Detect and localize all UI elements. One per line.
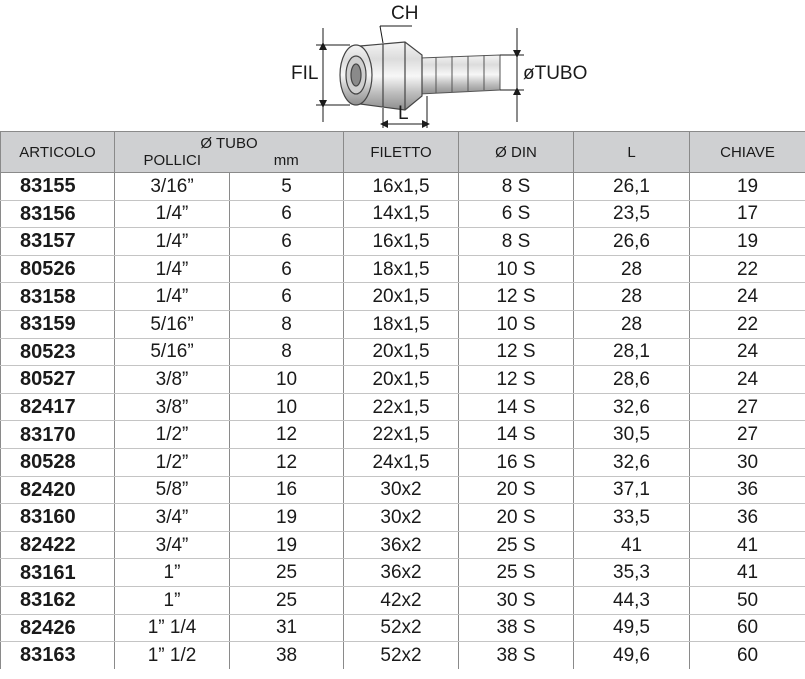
cell-pollici: 5/8” bbox=[115, 476, 230, 504]
cell-din: 12 S bbox=[459, 366, 574, 394]
cell-chiave: 24 bbox=[690, 283, 805, 311]
cell-l: 41 bbox=[574, 531, 690, 559]
dimension-label-tubo: øTUBO bbox=[523, 63, 588, 84]
table-row bbox=[1, 200, 805, 228]
header-filetto: FILETTO bbox=[344, 132, 459, 173]
table-row bbox=[1, 283, 805, 311]
cell-l: 28 bbox=[574, 283, 690, 311]
cell-chiave: 41 bbox=[690, 531, 805, 559]
cell-mm: 8 bbox=[230, 310, 344, 338]
table-row bbox=[1, 476, 805, 504]
cell-pollici: 1” bbox=[115, 586, 230, 614]
table-row bbox=[1, 228, 805, 256]
cell-din: 20 S bbox=[459, 476, 574, 504]
dimension-label-l: L bbox=[398, 103, 409, 124]
cell-l: 28,6 bbox=[574, 366, 690, 394]
cell-l: 23,5 bbox=[574, 200, 690, 228]
cell-l: 35,3 bbox=[574, 559, 690, 587]
cell-pollici: 5/16” bbox=[115, 338, 230, 366]
cell-din: 12 S bbox=[459, 338, 574, 366]
cell-pollici: 1/4” bbox=[115, 283, 230, 311]
header-pollici: POLLICI bbox=[115, 152, 230, 173]
table-row bbox=[1, 642, 805, 669]
cell-articolo: 83162 bbox=[1, 586, 115, 614]
cell-chiave: 50 bbox=[690, 586, 805, 614]
cell-filetto: 20x1,5 bbox=[344, 366, 459, 394]
cell-mm: 25 bbox=[230, 559, 344, 587]
cell-filetto: 22x1,5 bbox=[344, 393, 459, 421]
cell-pollici: 1” 1/4 bbox=[115, 614, 230, 642]
cell-chiave: 30 bbox=[690, 448, 805, 476]
cell-filetto: 16x1,5 bbox=[344, 228, 459, 256]
cell-filetto: 36x2 bbox=[344, 559, 459, 587]
cell-pollici: 1/4” bbox=[115, 255, 230, 283]
cell-din: 25 S bbox=[459, 531, 574, 559]
cell-din: 6 S bbox=[459, 200, 574, 228]
cell-chiave: 22 bbox=[690, 255, 805, 283]
cell-pollici: 1” bbox=[115, 559, 230, 587]
cell-l: 28 bbox=[574, 255, 690, 283]
cell-l: 28,1 bbox=[574, 338, 690, 366]
header-mm: mm bbox=[230, 152, 344, 173]
cell-filetto: 24x1,5 bbox=[344, 448, 459, 476]
cell-pollici: 3/8” bbox=[115, 393, 230, 421]
cell-din: 14 S bbox=[459, 393, 574, 421]
cell-articolo: 83156 bbox=[1, 200, 115, 228]
cell-mm: 10 bbox=[230, 366, 344, 394]
cell-chiave: 24 bbox=[690, 338, 805, 366]
cell-l: 33,5 bbox=[574, 504, 690, 532]
cell-l: 30,5 bbox=[574, 421, 690, 449]
table-row bbox=[1, 504, 805, 532]
cell-pollici: 1/2” bbox=[115, 421, 230, 449]
table-row bbox=[1, 421, 805, 449]
cell-chiave: 41 bbox=[690, 559, 805, 587]
cell-articolo: 82417 bbox=[1, 393, 115, 421]
cell-articolo: 82420 bbox=[1, 476, 115, 504]
cell-articolo: 83160 bbox=[1, 504, 115, 532]
cell-chiave: 19 bbox=[690, 173, 805, 201]
table-row bbox=[1, 255, 805, 283]
table-body bbox=[1, 173, 805, 669]
header-din: Ø DIN bbox=[459, 132, 574, 173]
cell-filetto: 18x1,5 bbox=[344, 255, 459, 283]
table-row bbox=[1, 531, 805, 559]
table-row bbox=[1, 448, 805, 476]
cell-filetto: 36x2 bbox=[344, 531, 459, 559]
cell-pollici: 3/16” bbox=[115, 173, 230, 201]
fitting-drawing bbox=[0, 0, 805, 132]
header-l: L bbox=[574, 132, 690, 173]
cell-l: 37,1 bbox=[574, 476, 690, 504]
cell-mm: 12 bbox=[230, 448, 344, 476]
cell-filetto: 18x1,5 bbox=[344, 310, 459, 338]
cell-chiave: 24 bbox=[690, 366, 805, 394]
cell-articolo: 80528 bbox=[1, 448, 115, 476]
cell-mm: 6 bbox=[230, 255, 344, 283]
cell-chiave: 22 bbox=[690, 310, 805, 338]
cell-din: 12 S bbox=[459, 283, 574, 311]
cell-filetto: 52x2 bbox=[344, 642, 459, 669]
cell-mm: 6 bbox=[230, 283, 344, 311]
cell-filetto: 42x2 bbox=[344, 586, 459, 614]
cell-filetto: 20x1,5 bbox=[344, 338, 459, 366]
table-row bbox=[1, 614, 805, 642]
cell-chiave: 27 bbox=[690, 421, 805, 449]
header-tubo: Ø TUBO bbox=[115, 132, 344, 153]
cell-din: 10 S bbox=[459, 310, 574, 338]
cell-articolo: 80523 bbox=[1, 338, 115, 366]
cell-filetto: 20x1,5 bbox=[344, 283, 459, 311]
cell-mm: 31 bbox=[230, 614, 344, 642]
cell-pollici: 1/2” bbox=[115, 448, 230, 476]
cell-l: 44,3 bbox=[574, 586, 690, 614]
cell-din: 10 S bbox=[459, 255, 574, 283]
cell-pollici: 1/4” bbox=[115, 228, 230, 256]
cell-mm: 19 bbox=[230, 531, 344, 559]
cell-din: 25 S bbox=[459, 559, 574, 587]
cell-mm: 10 bbox=[230, 393, 344, 421]
cell-articolo: 80527 bbox=[1, 366, 115, 394]
cell-chiave: 60 bbox=[690, 614, 805, 642]
cell-l: 49,6 bbox=[574, 642, 690, 669]
table-row bbox=[1, 338, 805, 366]
cell-din: 20 S bbox=[459, 504, 574, 532]
cell-filetto: 22x1,5 bbox=[344, 421, 459, 449]
cell-pollici: 5/16” bbox=[115, 310, 230, 338]
table-row bbox=[1, 393, 805, 421]
header-articolo: ARTICOLO bbox=[1, 132, 115, 173]
cell-pollici: 3/4” bbox=[115, 504, 230, 532]
cell-articolo: 83159 bbox=[1, 310, 115, 338]
cell-pollici: 1” 1/2 bbox=[115, 642, 230, 669]
cell-chiave: 60 bbox=[690, 642, 805, 669]
table-row bbox=[1, 586, 805, 614]
cell-mm: 12 bbox=[230, 421, 344, 449]
cell-filetto: 52x2 bbox=[344, 614, 459, 642]
dimension-label-ch: CH bbox=[391, 3, 419, 24]
cell-filetto: 16x1,5 bbox=[344, 173, 459, 201]
cell-l: 32,6 bbox=[574, 393, 690, 421]
cell-mm: 16 bbox=[230, 476, 344, 504]
cell-filetto: 30x2 bbox=[344, 504, 459, 532]
cell-articolo: 83161 bbox=[1, 559, 115, 587]
table-row bbox=[1, 310, 805, 338]
dimension-label-fil: FIL bbox=[291, 63, 319, 84]
cell-articolo: 80526 bbox=[1, 255, 115, 283]
cell-filetto: 14x1,5 bbox=[344, 200, 459, 228]
cell-articolo: 82422 bbox=[1, 531, 115, 559]
cell-l: 26,1 bbox=[574, 173, 690, 201]
cell-din: 8 S bbox=[459, 228, 574, 256]
cell-din: 38 S bbox=[459, 614, 574, 642]
cell-din: 30 S bbox=[459, 586, 574, 614]
cell-filetto: 30x2 bbox=[344, 476, 459, 504]
cell-mm: 6 bbox=[230, 228, 344, 256]
cell-articolo: 83155 bbox=[1, 173, 115, 201]
header-chiave: CHIAVE bbox=[690, 132, 805, 173]
table-row bbox=[1, 173, 805, 201]
cell-mm: 19 bbox=[230, 504, 344, 532]
cell-mm: 8 bbox=[230, 338, 344, 366]
cell-din: 38 S bbox=[459, 642, 574, 669]
cell-l: 49,5 bbox=[574, 614, 690, 642]
table-row bbox=[1, 366, 805, 394]
cell-chiave: 36 bbox=[690, 476, 805, 504]
cell-chiave: 36 bbox=[690, 504, 805, 532]
cell-din: 14 S bbox=[459, 421, 574, 449]
cell-articolo: 82426 bbox=[1, 614, 115, 642]
table-row bbox=[1, 559, 805, 587]
cell-pollici: 3/4” bbox=[115, 531, 230, 559]
cell-mm: 5 bbox=[230, 173, 344, 201]
cell-articolo: 83170 bbox=[1, 421, 115, 449]
cell-chiave: 19 bbox=[690, 228, 805, 256]
cell-din: 8 S bbox=[459, 173, 574, 201]
cell-pollici: 1/4” bbox=[115, 200, 230, 228]
cell-articolo: 83158 bbox=[1, 283, 115, 311]
fittings-table bbox=[0, 131, 805, 669]
cell-mm: 38 bbox=[230, 642, 344, 669]
cell-l: 26,6 bbox=[574, 228, 690, 256]
cell-chiave: 27 bbox=[690, 393, 805, 421]
cell-articolo: 83157 bbox=[1, 228, 115, 256]
cell-mm: 6 bbox=[230, 200, 344, 228]
cell-articolo: 83163 bbox=[1, 642, 115, 669]
table-header bbox=[1, 132, 805, 173]
cell-chiave: 17 bbox=[690, 200, 805, 228]
cell-l: 32,6 bbox=[574, 448, 690, 476]
cell-pollici: 3/8” bbox=[115, 366, 230, 394]
cell-mm: 25 bbox=[230, 586, 344, 614]
cell-din: 16 S bbox=[459, 448, 574, 476]
cell-l: 28 bbox=[574, 310, 690, 338]
